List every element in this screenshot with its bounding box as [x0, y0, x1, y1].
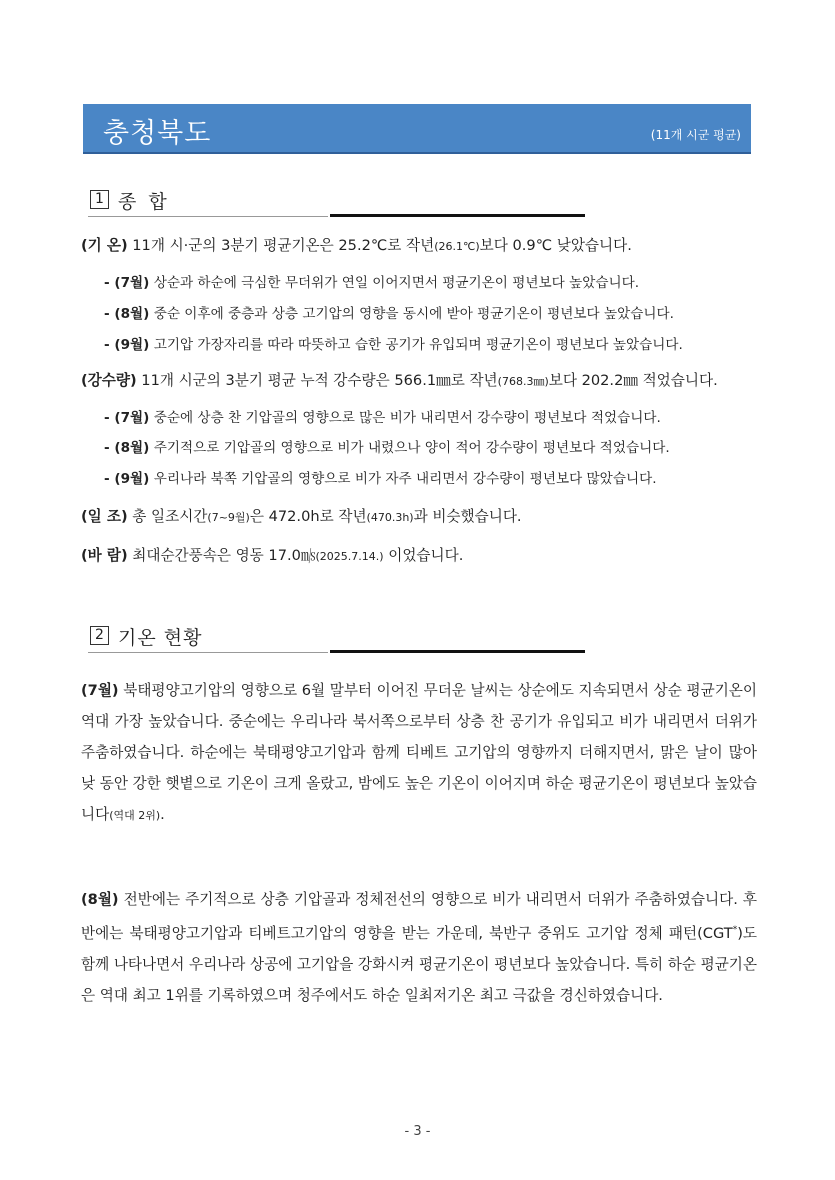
page-number: - 3 - — [404, 1124, 431, 1139]
precipitation-item-september — [104, 467, 657, 487]
item-month: - (9월) — [104, 337, 150, 353]
item-text: 우리나라 북쪽 기압골의 영향으로 비가 자주 내리면서 강수량이 평년보다 많았습니다. — [153, 471, 657, 487]
temperature-last-year: (26.1℃) — [434, 240, 480, 253]
paragraph-month: (8월) — [81, 891, 119, 908]
section-heading-summary — [88, 186, 585, 220]
wind-summary — [81, 544, 463, 565]
paragraph-month: (7월) — [81, 682, 119, 699]
precipitation-summary — [81, 369, 718, 390]
paragraph-august — [81, 884, 757, 1011]
section-number: 1 — [90, 190, 109, 209]
section-title: 기온 현황 — [118, 627, 203, 649]
precipitation-label: (강수량) — [81, 372, 137, 389]
sunshine-text-mid: 은 472.0h로 작년 — [249, 508, 367, 525]
footnote-marker: * — [732, 925, 738, 935]
paragraph-text: 전반에는 주기적으로 상층 기압골과 정체전선의 영향으로 비가 내리면서 더위가 주춤하였습니다. 후반에는 북태평양고기압과 티베트고기압의 영향을 받는 가운데, 북반구 중위도 고기압 정체 패턴(CGT — [81, 891, 757, 942]
item-month: - (7월) — [104, 410, 150, 426]
paragraph-rank-note: (역대 2위) — [109, 809, 161, 822]
wind-text: 최대순간풍속은 영동 17.0㎧ — [132, 547, 316, 564]
sunshine-summary — [81, 505, 522, 526]
item-month: - (9월) — [104, 471, 150, 487]
item-text: 상순과 하순에 극심한 무더위가 연일 이어지면서 평균기온이 평년보다 높았습니다. — [153, 275, 640, 291]
heading-rule-thin — [88, 216, 328, 217]
section-heading-temperature — [88, 622, 585, 656]
sunshine-last-year: (470.3h) — [366, 511, 414, 524]
paragraph-july — [81, 675, 757, 831]
region-title: 충청북도 — [103, 118, 212, 149]
sunshine-period: (7~9월) — [207, 511, 250, 524]
sunshine-text: 총 일조시간 — [132, 508, 208, 525]
temperature-item-september — [104, 333, 683, 353]
wind-label: (바 람) — [81, 547, 128, 564]
heading-rule-thick — [330, 650, 585, 653]
temperature-item-july — [104, 271, 639, 291]
item-text: 중순 이후에 중층과 상층 고기압의 영향을 동시에 받아 평균기온이 평년보다 높았습니다. — [153, 306, 674, 322]
region-banner — [83, 104, 751, 154]
precipitation-text: 11개 시군의 3분기 평균 누적 강수량은 566.1㎜로 작년 — [141, 372, 498, 389]
heading-rule-thick — [330, 214, 585, 217]
precipitation-last-year: (768.3㎜) — [497, 375, 549, 388]
temperature-text-end: 보다 0.9℃ 낮았습니다. — [479, 237, 632, 254]
region-subtitle: (11개 시군 평균) — [650, 128, 741, 142]
wind-text-end: 이었습니다. — [383, 547, 464, 564]
item-month: - (8월) — [104, 306, 150, 322]
wind-date: (2025.7.14.) — [315, 550, 384, 563]
precipitation-text-end: 보다 202.2㎜ 적었습니다. — [548, 372, 718, 389]
temperature-item-august — [104, 302, 674, 322]
precipitation-item-august — [104, 436, 670, 456]
temperature-text: 11개 시·군의 3분기 평균기온은 25.2℃로 작년 — [132, 237, 435, 254]
sunshine-text-end: 과 비슷했습니다. — [413, 508, 522, 525]
paragraph-text-end: )도 함께 나타나면서 우리나라 상공에 고기압을 강화시켜 평균기온이 평년보다 높았습니다. 특히 하순 평균기온은 역대 최고 1위를 기록하였으며 청주에서도 하순 일최저기온 최고 극값을 경신하였습니다. — [81, 924, 757, 1004]
item-text: 고기압 가장자리를 따라 따뜻하고 습한 공기가 유입되며 평균기온이 평년보다 높았습니다. — [153, 337, 683, 353]
temperature-label: (기 온) — [81, 237, 128, 254]
item-month: - (7월) — [104, 275, 150, 291]
section-title: 종 합 — [118, 191, 170, 213]
section-number: 2 — [90, 626, 109, 645]
paragraph-end: . — [160, 806, 165, 823]
item-text: 중순에 상층 찬 기압골의 영향으로 많은 비가 내리면서 강수량이 평년보다 적었습니다. — [153, 410, 661, 426]
item-text: 주기적으로 기압골의 영향으로 비가 내렸으나 양이 적어 강수량이 평년보다 적었습니다. — [153, 440, 670, 456]
temperature-summary — [81, 234, 632, 255]
paragraph-text: 북태평양고기압의 영향으로 6월 말부터 이어진 무더운 날씨는 상순에도 지속되면서 상순 평균기온이 역대 가장 높았습니다. 중순에는 우리나라 북서쪽으로부터 상층 찬 공기가 유입되고 비가 내리면서 더위가 주춤하였습니다. 하순에는 북태평양고기압과 함께 티베트 고기압의 영향까지 더해지면서, 맑은 날이 많아 낮 동안 강한 햇볕으로 기온이 크게 올랐고, 밤에도 높은 기온이 이어지며 하순 평균기온이 평년보다 높았습니다 — [81, 682, 757, 823]
item-month: - (8월) — [104, 440, 150, 456]
precipitation-item-july — [104, 406, 661, 426]
heading-rule-thin — [88, 652, 328, 653]
sunshine-label: (일 조) — [81, 508, 128, 525]
